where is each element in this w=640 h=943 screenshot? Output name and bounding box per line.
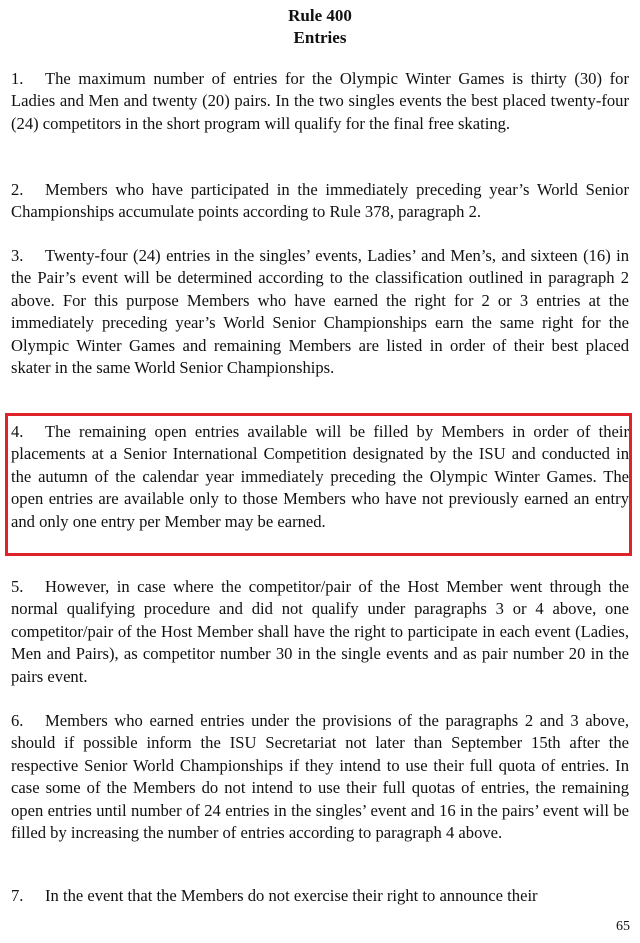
paragraph-number: 1. bbox=[11, 69, 24, 88]
rule-title: Rule 400 bbox=[288, 6, 352, 25]
paragraph-7 bbox=[11, 885, 629, 907]
paragraph-text: The remaining open entries available will be filled by Members in order of their placements at a Senior International Competition designated by the ISU and conducted in the autumn of the calendar year immediately preceding the Olympic Winter Games. The open entries are available only to those Members who have not previously earned an entry and only one entry per Member may be earned. bbox=[11, 422, 629, 531]
paragraph-number: 2. bbox=[11, 180, 24, 199]
rule-subtitle: Entries bbox=[293, 28, 347, 47]
paragraph-text: Members who earned entries under the provisions of the paragraphs 2 and 3 above, should if possible inform the ISU Secretariat not later than September 15th after the respective Senior World Championships if they intend to use their full quota of entries. In case some of the Members do not intend to use their full quotas of entries, the remaining open entries until number of 24 entries in the singles’ event and 16 in the pairs’ event will be filled by increasing the number of entries according to paragraph 4 above. bbox=[11, 711, 629, 843]
paragraph-number: 3. bbox=[11, 246, 24, 265]
paragraph-number: 5. bbox=[11, 577, 24, 596]
paragraph-2 bbox=[11, 179, 629, 224]
paragraph-1 bbox=[11, 68, 629, 135]
paragraph-text: Members who have participated in the immediately preceding year’s World Senior Championships accumulate points according to Rule 378, paragraph 2. bbox=[11, 180, 629, 222]
page-number: 65 bbox=[616, 919, 630, 934]
paragraph-text: However, in case where the competitor/pair of the Host Member went through the normal qualifying procedure and did not qualify under paragraphs 3 or 4 above, one competitor/pair of the Host Member shall have the right to participate in each event (Ladies, Men and Pairs), as competitor number 30 in the single events and as pair number 20 in the pairs event. bbox=[11, 577, 629, 686]
paragraph-5 bbox=[11, 576, 629, 688]
paragraph-number: 7. bbox=[11, 886, 24, 905]
paragraph-text: In the event that the Members do not exercise their right to announce their bbox=[45, 886, 538, 905]
paragraph-text: The maximum number of entries for the Olympic Winter Games is thirty (30) for Ladies and Men and twenty (20) pairs. In the two singles events the best placed twenty-four (24) competitors in the short program will qualify for the final free skating. bbox=[11, 69, 629, 133]
paragraph-number: 6. bbox=[11, 711, 24, 730]
paragraph-number: 4. bbox=[11, 422, 24, 441]
paragraph-text: Twenty-four (24) entries in the singles’ events, Ladies’ and Men’s, and sixteen (16) in the Pair’s event will be determined according to the classification outlined in paragraph 2 above. For this purpose Members who have earned the right for 2 or 3 entries at the immediately preceding year’s World Senior Championships earn the same right for the Olympic Winter Games and remaining Members are listed in order of their best placed skater in the same World Senior Championships. bbox=[11, 246, 629, 378]
paragraph-6 bbox=[11, 710, 629, 844]
paragraph-3 bbox=[11, 245, 629, 379]
paragraph-4-highlighted bbox=[11, 421, 629, 533]
